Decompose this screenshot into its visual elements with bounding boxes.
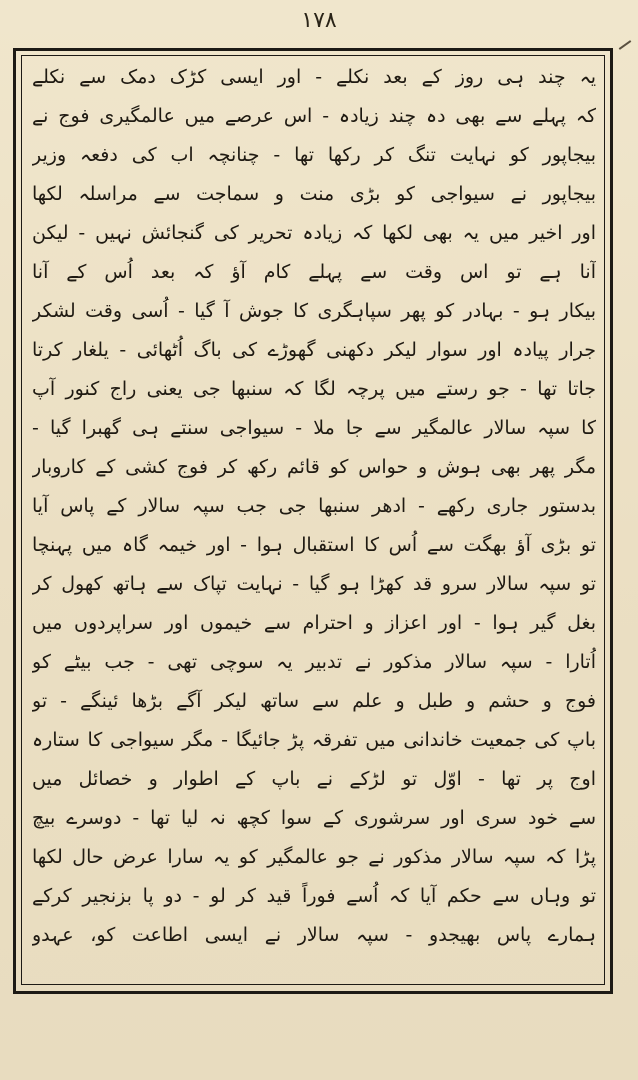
text-line-4: بیجاپور نے سیواجی کو بڑی منت و سماجت سے مراسلہ لکھا bbox=[32, 183, 596, 205]
text-line-17: فوج و حشم و طبل و علم سے ساتھ لیکر آگے بڑھا ئینگے - تو bbox=[32, 690, 596, 712]
text-line-1: یہ چند ہی روز کے بعد نکلے - اور ایسی کڑک دمک سے نکلے bbox=[32, 66, 596, 88]
text-line-12: بدستور جاری رکھے - ادھر سنبھا جی جب سپہ سالار کے پاس آیا bbox=[32, 495, 596, 517]
text-line-13: تو بڑی آؤ بھگت سے اُس کا استقبال ہوا - اور خیمہ گاہ میں پہنچا bbox=[32, 534, 596, 556]
text-line-9: جاتا تھا - جو رستے میں پرچہ لگا کہ سنبھا جی یعنی راج کنور آپ bbox=[32, 378, 596, 400]
page-number: ۱۷۸ bbox=[301, 8, 337, 33]
urdu-text-body bbox=[32, 62, 596, 962]
text-line-2: کہ پہلے سے بھی دہ چند زیادہ - اس عرصے میں عالمگیری فوج نے bbox=[32, 105, 596, 127]
text-line-16: اُتارا - سپہ سالار مذکور نے تدبیر یہ سوچی تھی - جب بیٹے کو bbox=[32, 651, 596, 673]
text-line-14: تو سپہ سالار سرو قد کھڑا ہو گیا - نہایت تپاک سے ہاتھ کھول کر bbox=[32, 573, 596, 595]
text-line-15: بغل گیر ہوا - اور اعزاز و احترام سے خیموں اور سراپردوں میں bbox=[32, 612, 596, 634]
text-line-19: اوج پر تھا - اوّل تو لڑکے نے باپ کے اطوار و خصائل میں bbox=[32, 768, 596, 790]
text-line-20: سے خود سری اور سرشوری کے سوا کچھ نہ لیا تھا - دوسرے بیچ bbox=[32, 807, 596, 829]
text-line-6: آنا ہے تو اس وقت سے پہلے کام آؤ کہ بعد اُس کے آنا bbox=[32, 261, 596, 283]
page-corner-mark bbox=[619, 40, 632, 50]
text-line-3: بیجاپور کو نہایت تنگ کر رکھا تھا - چنانچہ اب کی دفعہ وزیر bbox=[32, 144, 596, 166]
text-line-23: ہمارے پاس بھیجدو - سپہ سالار نے ایسی اطاعت کو، عہدو bbox=[32, 924, 596, 946]
text-line-11: مگر پھر بھی ہوش و حواس کو قائم رکھ کر فوج کشی کے کاروبار bbox=[32, 456, 596, 478]
text-line-21: پڑا کہ سپہ سالار مذکور نے جو عالمگیر کو یہ سارا عرض حال لکھا bbox=[32, 846, 596, 868]
text-line-22: تو وہاں سے حکم آیا کہ اُسے فوراً قید کر لو - دو پا بزنجیر کرکے bbox=[32, 885, 596, 907]
text-line-8: جرار پیادہ اور سوار لیکر دکھنی گھوڑے کی باگ اُٹھائی - یلغار کرتا bbox=[32, 339, 596, 361]
text-line-18: باپ کی جمعیت خاندانی میں تفرقہ پڑ جائیگا - مگر سیواجی کا ستارہ bbox=[32, 729, 596, 751]
text-line-10: کا سپہ سالار عالمگیر سے جا ملا - سیواجی سنتے ہی گھبرا گیا - bbox=[32, 417, 596, 439]
text-line-5: اور اخیر میں یہ بھی لکھا کہ زیادہ تحریر کی گنجائش نہیں - لیکن bbox=[32, 222, 596, 244]
text-line-7: بیکار ہو - بہادر کو پھر سپاہگری کا جوش آ گیا - اُسی وقت لشکر bbox=[32, 300, 596, 322]
